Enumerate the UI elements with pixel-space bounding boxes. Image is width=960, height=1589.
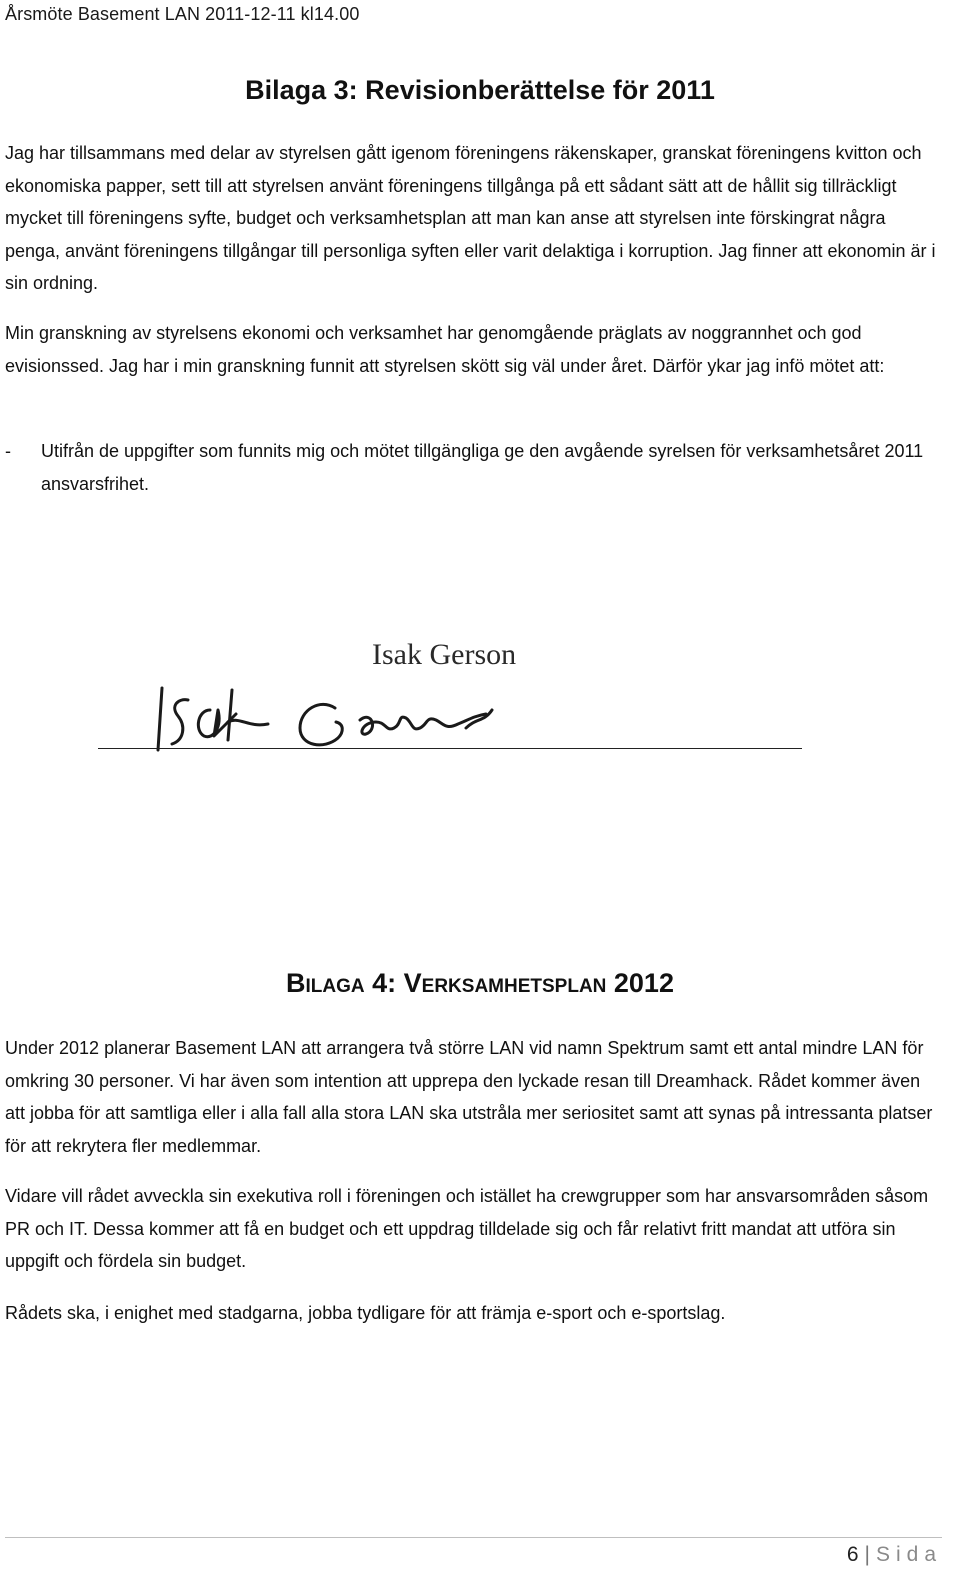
- section-4-title-word-2: Verksamhetsplan: [403, 968, 607, 998]
- list-dash: -: [5, 441, 11, 461]
- section-3-title: Bilaga 3: Revisionberättelse för 2011: [245, 75, 715, 105]
- handwritten-signature: [140, 670, 540, 760]
- section-4-title-word-1: Bilaga: [286, 968, 365, 998]
- page-label: Sida: [875, 1543, 942, 1566]
- section-4-title: [0, 968, 960, 999]
- signature-line: [98, 748, 802, 749]
- recommendation-list-item: [5, 435, 940, 500]
- signature-block: [0, 510, 960, 930]
- footer-divider: [5, 1537, 942, 1538]
- list-item-text: Utifrån de uppgifter som funnits mig och mötet tillgängliga ge den avgående syrelsen för verksamhetsåret 2011 ansvarsfrihet.: [41, 441, 924, 494]
- plan-paragraph-2: Vidare vill rådet avveckla sin exekutiva roll i föreningen och istället ha crewgrupper som har ansvarsområden såsom PR och IT. Dessa kommer att få en budget och ett uppdrag tilldelade sig och får relativt fritt mandat att utföra sin uppgift och fördela sin budget.: [5, 1186, 929, 1271]
- section-4-title-number: 4:: [364, 968, 404, 998]
- footer-separator: |: [864, 1543, 870, 1566]
- plan-paragraph-1: Under 2012 planerar Basement LAN att arrangera två större LAN vid namn Spektrum samt ett antal mindre LAN för omkring 30 personer. Vi har även som intention att upprepa den lyckade resan till Dreamhack. Rådet kommer även att jobba för att samtliga eller i alla fall alla stora LAN ska utstråla mer seriositet samt att synas på intressanta platser för att rekrytera fler medlemmar.: [5, 1038, 933, 1156]
- revision-paragraph-2: Min granskning av styrelsens ekonomi och verksamhet har genomgående präglats av noggrannhet och god evisionssed. Jag har i min granskning funnit att styrelsen skött sig väl under året. Därför ykar jag infö mötet att:: [5, 323, 885, 376]
- signer-name: Isak Gerson: [372, 638, 517, 671]
- revision-paragraph-1: Jag har tillsammans med delar av styrelsen gått igenom föreningens räkenskaper, granskat föreningens kvitton och ekonomiska papper, sett till att styrelsen använt föreningens tillgånga på ett sådant sätt att de hållit sig tillräckligt mycket till föreningens syfte, budget och verksamhetsplan att man kan anse att styrelsen inte förskingrat några penga, använt föreningens tillgångar till personliga syften eller varit delaktiga i korruption. Jag finner att ekonomin är i sin ordning.: [5, 143, 936, 293]
- section-4-title-year: 2012: [606, 968, 674, 998]
- plan-paragraph-3: Rådets ska, i enighet med stadgarna, jobba tydligare för att främja e-sport och e-sportslag.: [5, 1303, 726, 1323]
- page-number: 6: [846, 1543, 859, 1566]
- document-header: Årsmöte Basement LAN 2011-12-11 kl14.00: [5, 4, 360, 24]
- page-footer: [847, 1543, 942, 1567]
